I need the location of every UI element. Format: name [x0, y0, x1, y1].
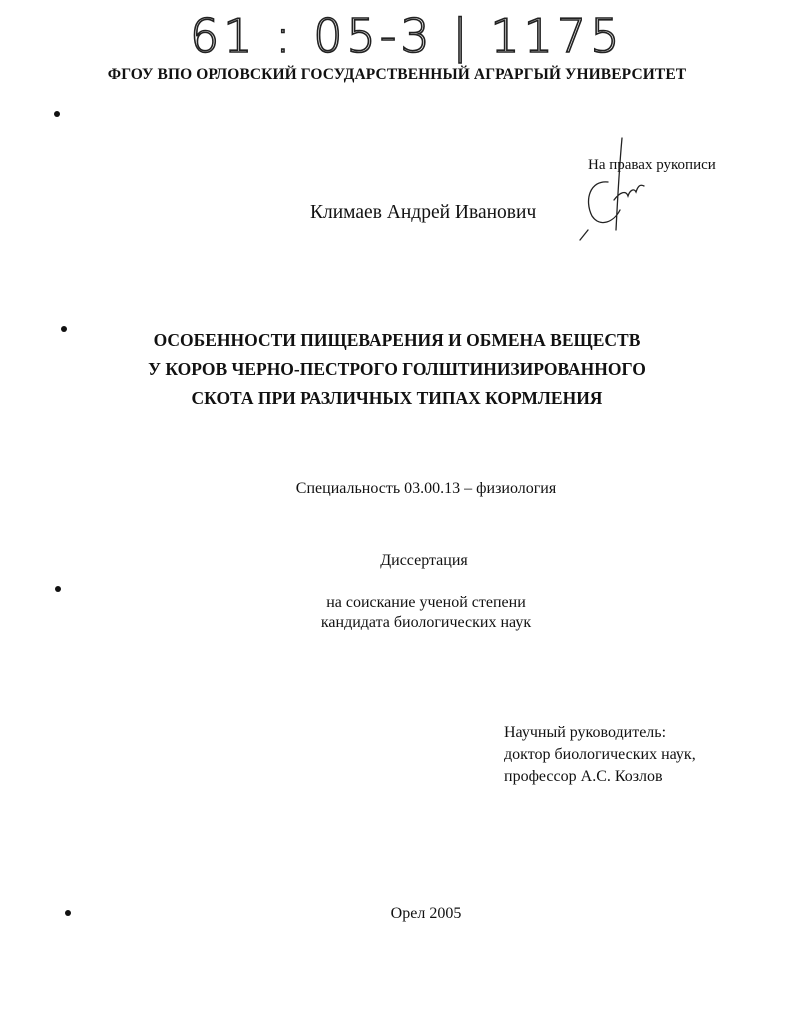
handwritten-archive-code [190, 4, 620, 64]
title-line: СКОТА ПРИ РАЗЛИЧНЫХ ТИПАХ КОРМЛЕНИЯ [191, 388, 603, 408]
author-name: Климаев Андрей Иванович [310, 202, 537, 223]
supervisor-line: профессор А.С. Козлов [504, 768, 663, 785]
city-year: Орел 2005 [390, 905, 462, 922]
dissertation-title [0, 326, 794, 413]
document-type: Диссертация [380, 552, 468, 569]
scientific-supervisor [504, 722, 696, 788]
title-line: ОСОБЕННОСТИ ПИЩЕВАРЕНИЯ И ОБМЕНА ВЕЩЕСТВ [153, 330, 641, 350]
supervisor-line: доктор биологических наук, [504, 746, 696, 763]
handwritten-code-drawing [190, 4, 620, 64]
specialty: Специальность 03.00.13 – физиология [295, 480, 557, 497]
degree-sought [0, 593, 794, 633]
supervisor-line: Научный руководитель: [504, 724, 667, 741]
margin-dot [55, 586, 61, 592]
title-line: У КОРОВ ЧЕРНО-ПЕСТРОГО ГОЛШТИНИЗИРОВАННОГО [148, 359, 646, 379]
degree-line: кандидата биологических наук [320, 614, 532, 631]
institution-name: ФГОУ ВПО ОРЛОВСКИЙ ГОСУДАРСТВЕННЫЙ АГРАРГЫЙ УНИВЕРСИТЕТ [107, 66, 687, 83]
author-signature [570, 130, 650, 250]
margin-dot [54, 111, 60, 117]
degree-line: на соискание ученой степени [326, 594, 526, 611]
manuscript-rights-note: На правах рукописи [588, 157, 716, 173]
signature-drawing [570, 130, 650, 250]
handwritten-code-text: 61 : 05-3 | 1175 [190, 9, 620, 63]
